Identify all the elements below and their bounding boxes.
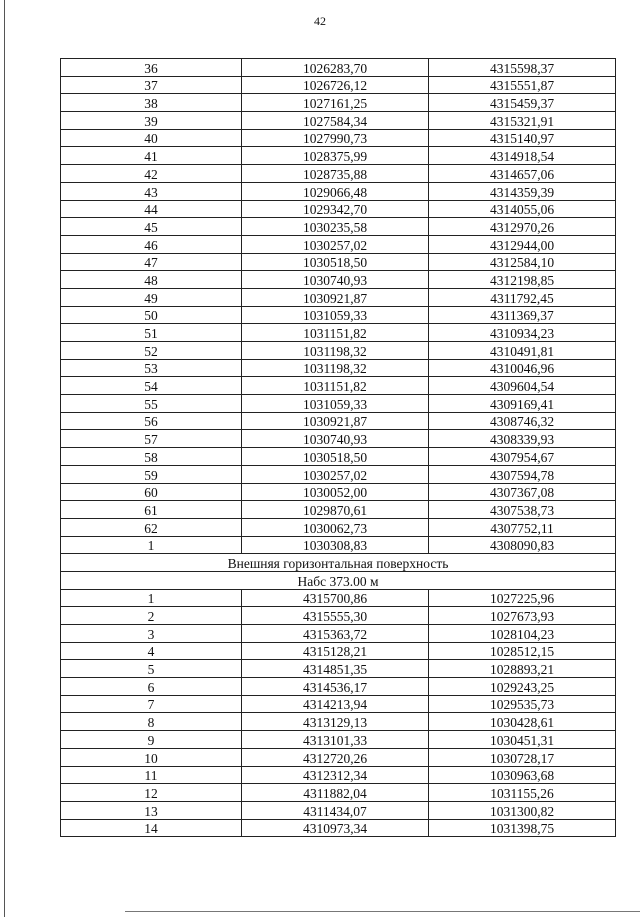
coordinate-cell: 1030428,61 [429,713,616,731]
point-number-cell: 52 [61,342,242,360]
coordinate-cell: 1030062,73 [242,518,429,536]
coordinate-cell: 1029066,48 [242,182,429,200]
coordinate-cell: 1031198,32 [242,342,429,360]
point-number-cell: 42 [61,165,242,183]
coordinate-cell: 1030963,68 [429,766,616,784]
table-row [61,731,616,749]
coordinate-cell: 1029243,25 [429,678,616,696]
table-row [61,448,616,466]
table-row [61,465,616,483]
table-row [61,377,616,395]
coordinate-cell: 4309604,54 [429,377,616,395]
coordinate-cell: 1030257,02 [242,235,429,253]
point-number-cell: 45 [61,218,242,236]
page-edge [4,0,5,917]
point-number-cell: 39 [61,112,242,130]
coordinate-cell: 4311369,37 [429,306,616,324]
table-row [61,642,616,660]
coordinate-cell: 4315363,72 [242,625,429,643]
point-number-cell: 59 [61,465,242,483]
point-number-cell: 5 [61,660,242,678]
table-row [61,766,616,784]
coordinate-cell: 4314851,35 [242,660,429,678]
section-subtitle: Набс 373.00 м [61,571,616,589]
coordinates-table [60,58,616,837]
coordinate-cell: 4311434,07 [242,801,429,819]
coordinate-cell: 4311792,45 [429,288,616,306]
point-number-cell: 6 [61,678,242,696]
point-number-cell: 40 [61,129,242,147]
table-row [61,801,616,819]
table-row [61,94,616,112]
coordinate-cell: 1027584,34 [242,112,429,130]
coordinate-cell: 1028735,88 [242,165,429,183]
point-number-cell: 14 [61,819,242,837]
point-number-cell: 10 [61,748,242,766]
table-row [61,271,616,289]
table-row [61,182,616,200]
coordinate-cell: 4315128,21 [242,642,429,660]
coordinate-cell: 1030728,17 [429,748,616,766]
coordinate-cell: 4309169,41 [429,395,616,413]
coordinate-cell: 1026283,70 [242,59,429,77]
point-number-cell: 12 [61,784,242,802]
coordinate-cell: 1031151,82 [242,377,429,395]
coordinate-cell: 4313129,13 [242,713,429,731]
point-number-cell: 58 [61,448,242,466]
point-number-cell: 57 [61,430,242,448]
coordinate-cell: 4307752,11 [429,518,616,536]
coordinate-cell: 4314918,54 [429,147,616,165]
table-row [61,342,616,360]
page-number: 42 [314,14,326,28]
coordinate-cell: 4310973,34 [242,819,429,837]
coordinate-cell: 1027225,96 [429,589,616,607]
coordinate-cell: 1030518,50 [242,448,429,466]
coordinate-cell: 1029342,70 [242,200,429,218]
table-row [61,589,616,607]
point-number-cell: 51 [61,324,242,342]
coordinate-cell: 4310934,23 [429,324,616,342]
coordinate-cell: 1031300,82 [429,801,616,819]
table-row [61,412,616,430]
coordinate-cell: 1029870,61 [242,501,429,519]
table-body-top [61,59,616,554]
table-row [61,306,616,324]
coordinate-cell: 1027990,73 [242,129,429,147]
coordinate-cell: 4314213,94 [242,695,429,713]
coordinate-cell: 4307538,73 [429,501,616,519]
coordinate-cell: 1030257,02 [242,465,429,483]
point-number-cell: 7 [61,695,242,713]
point-number-cell: 8 [61,713,242,731]
table-row [61,129,616,147]
point-number-cell: 13 [61,801,242,819]
coordinate-cell: 4315555,30 [242,607,429,625]
coordinate-cell: 4312312,34 [242,766,429,784]
coordinate-cell: 4308746,32 [429,412,616,430]
table-row [61,218,616,236]
coordinate-cell: 4312944,00 [429,235,616,253]
coordinate-cell: 1031398,75 [429,819,616,837]
table-row [61,660,616,678]
table-row [61,483,616,501]
table-row [61,76,616,94]
table-row [61,518,616,536]
coordinate-cell: 1030740,93 [242,271,429,289]
coordinate-cell: 4311882,04 [242,784,429,802]
coordinate-cell: 4314055,06 [429,200,616,218]
coordinate-cell: 4312720,26 [242,748,429,766]
point-number-cell: 60 [61,483,242,501]
coordinate-cell: 4315459,37 [429,94,616,112]
point-number-cell: 1 [61,589,242,607]
table-row [61,359,616,377]
point-number-cell: 43 [61,182,242,200]
point-number-cell: 47 [61,253,242,271]
coordinate-cell: 1026726,12 [242,76,429,94]
point-number-cell: 53 [61,359,242,377]
coordinate-cell: 1030518,50 [242,253,429,271]
coordinate-cell: 4310491,81 [429,342,616,360]
table-row [61,59,616,77]
table-row [61,713,616,731]
coordinate-cell: 1029535,73 [429,695,616,713]
point-number-cell: 38 [61,94,242,112]
table-row [61,430,616,448]
coordinate-cell: 1030740,93 [242,430,429,448]
coordinate-cell: 4312584,10 [429,253,616,271]
coordinate-cell: 1031059,33 [242,395,429,413]
coordinate-cell: 1031155,26 [429,784,616,802]
point-number-cell: 62 [61,518,242,536]
coordinate-cell: 1030451,31 [429,731,616,749]
table-row [61,695,616,713]
coordinate-cell: 1027161,25 [242,94,429,112]
coordinate-cell: 4308339,93 [429,430,616,448]
coordinate-cell: 1028512,15 [429,642,616,660]
point-number-cell: 49 [61,288,242,306]
point-number-cell: 36 [61,59,242,77]
point-number-cell: 50 [61,306,242,324]
coordinate-cell: 4310046,96 [429,359,616,377]
coordinate-cell: 4315598,37 [429,59,616,77]
table-body-bottom [61,589,616,837]
coordinate-cell: 1030921,87 [242,412,429,430]
coordinate-cell: 1028104,23 [429,625,616,643]
table-row [61,253,616,271]
coordinate-cell: 4315140,97 [429,129,616,147]
point-number-cell: 55 [61,395,242,413]
table-row [61,784,616,802]
table-row [61,625,616,643]
coordinate-cell: 1031059,33 [242,306,429,324]
table-row [61,819,616,837]
coordinate-cell: 4314359,39 [429,182,616,200]
coordinate-cell: 1030052,00 [242,483,429,501]
point-number-cell: 44 [61,200,242,218]
coordinate-cell: 1030308,83 [242,536,429,554]
table-row [61,678,616,696]
coordinate-cell: 4312970,26 [429,218,616,236]
coordinate-cell: 4313101,33 [242,731,429,749]
coordinate-cell: 4315700,86 [242,589,429,607]
coordinate-cell: 1028375,99 [242,147,429,165]
coordinate-cell: 1027673,93 [429,607,616,625]
page-bottom-edge [125,911,640,912]
coordinate-cell: 1028893,21 [429,660,616,678]
coordinate-cell: 4307594,78 [429,465,616,483]
coordinate-cell: 1030235,58 [242,218,429,236]
point-number-cell: 4 [61,642,242,660]
point-number-cell: 37 [61,76,242,94]
coordinate-cell: 4307367,08 [429,483,616,501]
table-row [61,324,616,342]
section-subtitle-row [61,571,616,589]
point-number-cell: 54 [61,377,242,395]
point-number-cell: 46 [61,235,242,253]
table-row [61,165,616,183]
table-row [61,607,616,625]
coordinate-cell: 4308090,83 [429,536,616,554]
coordinate-cell: 1031151,82 [242,324,429,342]
point-number-cell: 56 [61,412,242,430]
coordinate-cell: 4314657,06 [429,165,616,183]
table-row [61,288,616,306]
table-row [61,536,616,554]
table-row [61,112,616,130]
table-row [61,147,616,165]
point-number-cell: 61 [61,501,242,519]
point-number-cell: 2 [61,607,242,625]
table-row [61,235,616,253]
coordinate-cell: 4315551,87 [429,76,616,94]
section-header [61,554,616,589]
point-number-cell: 41 [61,147,242,165]
table-row [61,200,616,218]
table-row [61,501,616,519]
section-title-row [61,554,616,572]
point-number-cell: 1 [61,536,242,554]
coordinate-cell: 1030921,87 [242,288,429,306]
point-number-cell: 3 [61,625,242,643]
coordinate-cell: 4315321,91 [429,112,616,130]
coordinate-cell: 4314536,17 [242,678,429,696]
coordinate-cell: 4312198,85 [429,271,616,289]
point-number-cell: 9 [61,731,242,749]
coordinate-cell: 1031198,32 [242,359,429,377]
table-row [61,748,616,766]
point-number-cell: 11 [61,766,242,784]
table-row [61,395,616,413]
section-title: Внешняя горизонтальная поверхность [61,554,616,572]
point-number-cell: 48 [61,271,242,289]
coordinate-cell: 4307954,67 [429,448,616,466]
